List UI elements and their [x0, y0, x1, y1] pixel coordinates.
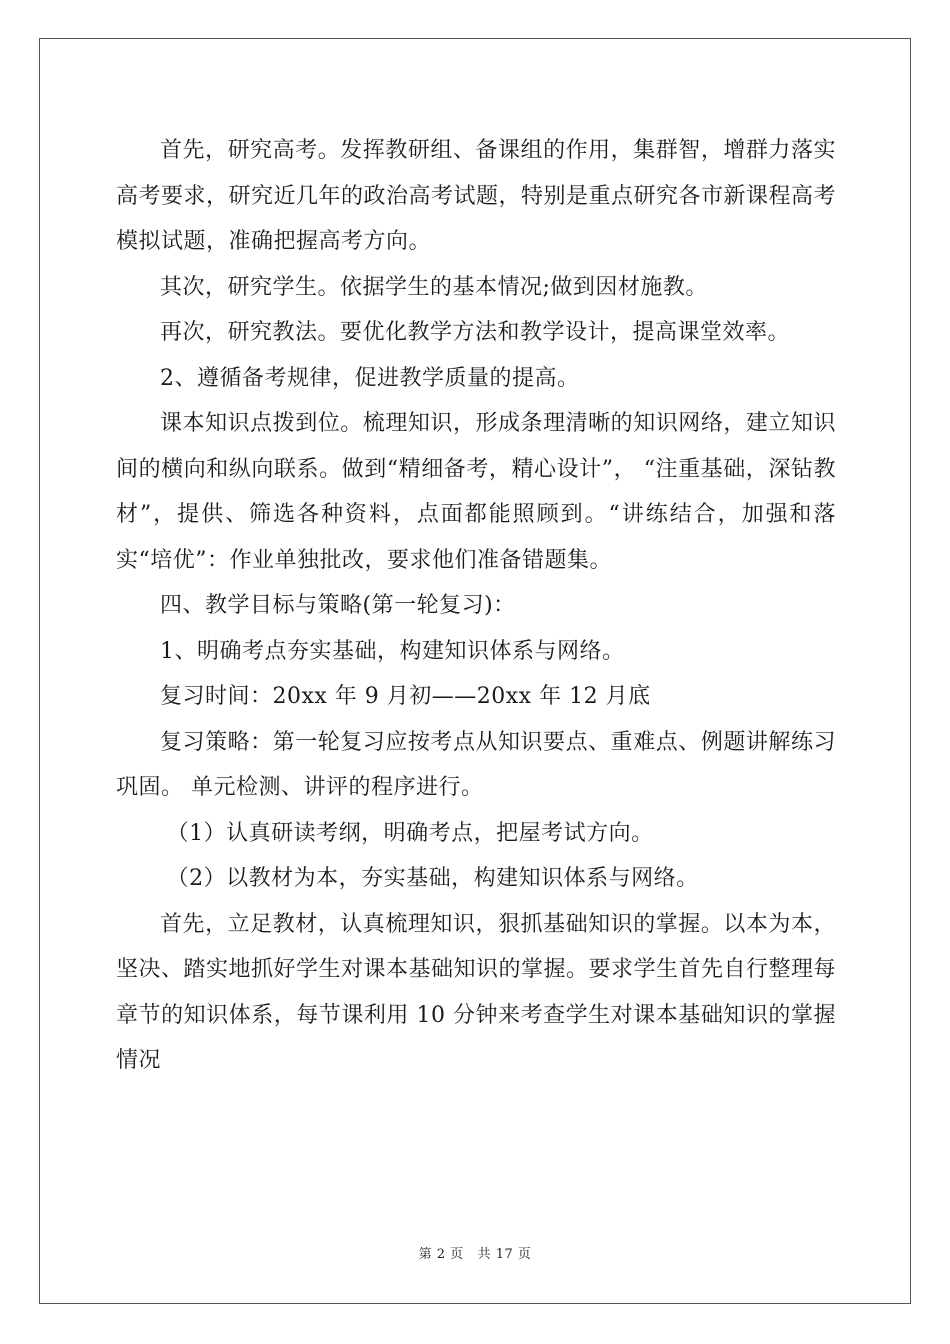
- paragraph-review-strategy: 复习策略：第一轮复习应按考点从知识要点、重难点、例题讲解练习巩固。 单元检测、讲评的程序进行。: [116, 729, 836, 800]
- paragraph-textbook-basis: 首先，立足教材，认真梳理知识，狠抓基础知识的掌握。以本为本，坚决、踏实地抓好学生对课本基础知识的掌握。要求学生首先自行整理每章节的知识体系，每节课利用 10 分钟来考查学生对课本基础知识的掌握情况: [116, 911, 837, 1073]
- page-total: 共 17 页: [477, 1247, 532, 1262]
- paragraph-research-exam: 首先，研究高考。发挥教研组、备课组的作用，集群智，增群力落实高考要求，研究近几年的政治高考试题，特别是重点研究各市新课程高考模拟试题，准确把握高考方向。: [116, 138, 837, 254]
- paragraph-item-2: （2）以教材为本，夯实基础，构建知识体系与网络。: [166, 866, 699, 891]
- section-heading-goals: 四、教学目标与策略(第一轮复习)：: [160, 593, 516, 618]
- paragraph-item-1: （1）认真研读考纲，明确考点，把屋考试方向。: [166, 820, 654, 846]
- paragraph-textbook-knowledge: 课本知识点拨到位。梳理知识，形成条理清晰的知识网络，建立知识间的横向和纵向联系。做到“精细备考，精心设计”， “注重基础，深钻教材”，提供、筛选各种资料，点面都能照顾到。“讲练结合，加强和落实“培优”：作业单独批改，要求他们准备错题集。: [116, 411, 836, 573]
- paragraph-review-time: 复习时间：20xx 年 9 月初——20xx 年 12 月底: [160, 684, 651, 709]
- paragraph-research-students: 其次，研究学生。依据学生的基本情况;做到因材施教。: [160, 274, 708, 300]
- page-footer: [0, 1243, 950, 1262]
- paragraph-follow-rules: 2、遵循备考规律，促进教学质量的提高。: [160, 365, 580, 391]
- document-body: [116, 128, 836, 1084]
- page-number: 第 2 页: [418, 1247, 464, 1262]
- paragraph-research-methods: 再次，研究教法。要优化教学方法和教学设计，提高课堂效率。: [160, 320, 791, 345]
- paragraph-clarify-points: 1、明确考点夯实基础，构建知识体系与网络。: [160, 638, 625, 664]
